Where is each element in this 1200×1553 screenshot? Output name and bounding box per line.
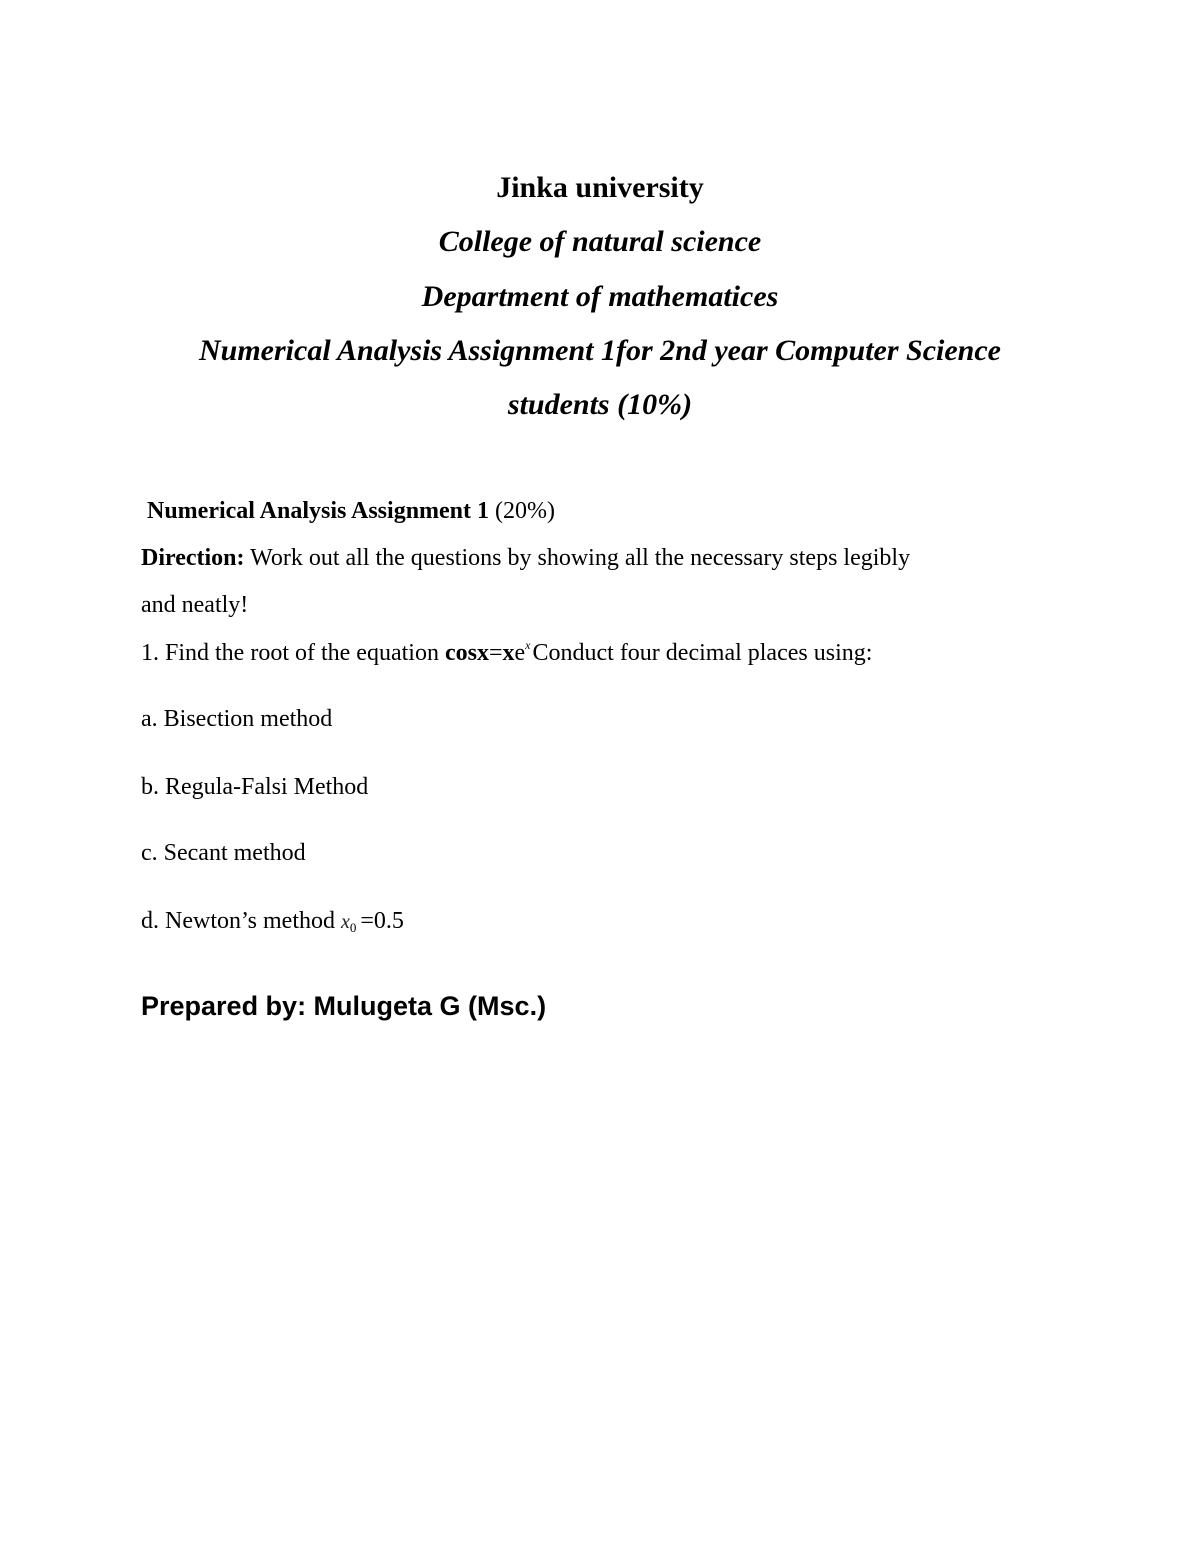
option-d (141, 905, 404, 938)
university-title: Jinka university (496, 171, 704, 204)
equation-lhs: cosx (444, 640, 489, 666)
direction-label: Direction: (141, 545, 245, 571)
college-title: College of natural science (438, 225, 762, 258)
assignment-heading (147, 495, 555, 527)
initial-guess-value: =0.5 (360, 908, 404, 934)
initial-guess-subscript: 0 (349, 920, 357, 935)
initial-guess-variable: x (340, 911, 350, 933)
direction-line (141, 542, 910, 574)
assignment-heading-weight: (20%) (495, 498, 556, 524)
option-c: c. Secant method (141, 840, 306, 866)
equation-rhs-e: e (514, 640, 526, 666)
option-b: b. Regula-Falsi Method (141, 774, 369, 800)
option-a: a. Bisection method (141, 706, 333, 732)
question-prefix: 1. Find the root of the equation (141, 640, 445, 666)
equation-exponent: x (525, 638, 531, 652)
direction-text-continued: and neatly! (141, 592, 249, 618)
prepared-by: Prepared by: Mulugeta G (Msc.) (141, 991, 547, 1021)
assignment-heading-text: Numerical Analysis Assignment 1 (147, 498, 490, 524)
assignment-title-line-1: Numerical Analysis Assignment 1for 2nd year Computer Science (199, 334, 1001, 367)
assignment-title-line-2: students (10%) (507, 388, 693, 421)
equation-rhs-x: x (502, 640, 515, 666)
department-title: Department of mathematices (421, 280, 779, 313)
question-1 (141, 637, 872, 669)
question-suffix: Conduct four decimal places using: (532, 640, 873, 666)
equation-equals: = (488, 640, 503, 666)
direction-text: Work out all the questions by showing all the necessary steps legibly (250, 545, 911, 571)
option-d-text: d. Newton’s method (141, 908, 341, 934)
